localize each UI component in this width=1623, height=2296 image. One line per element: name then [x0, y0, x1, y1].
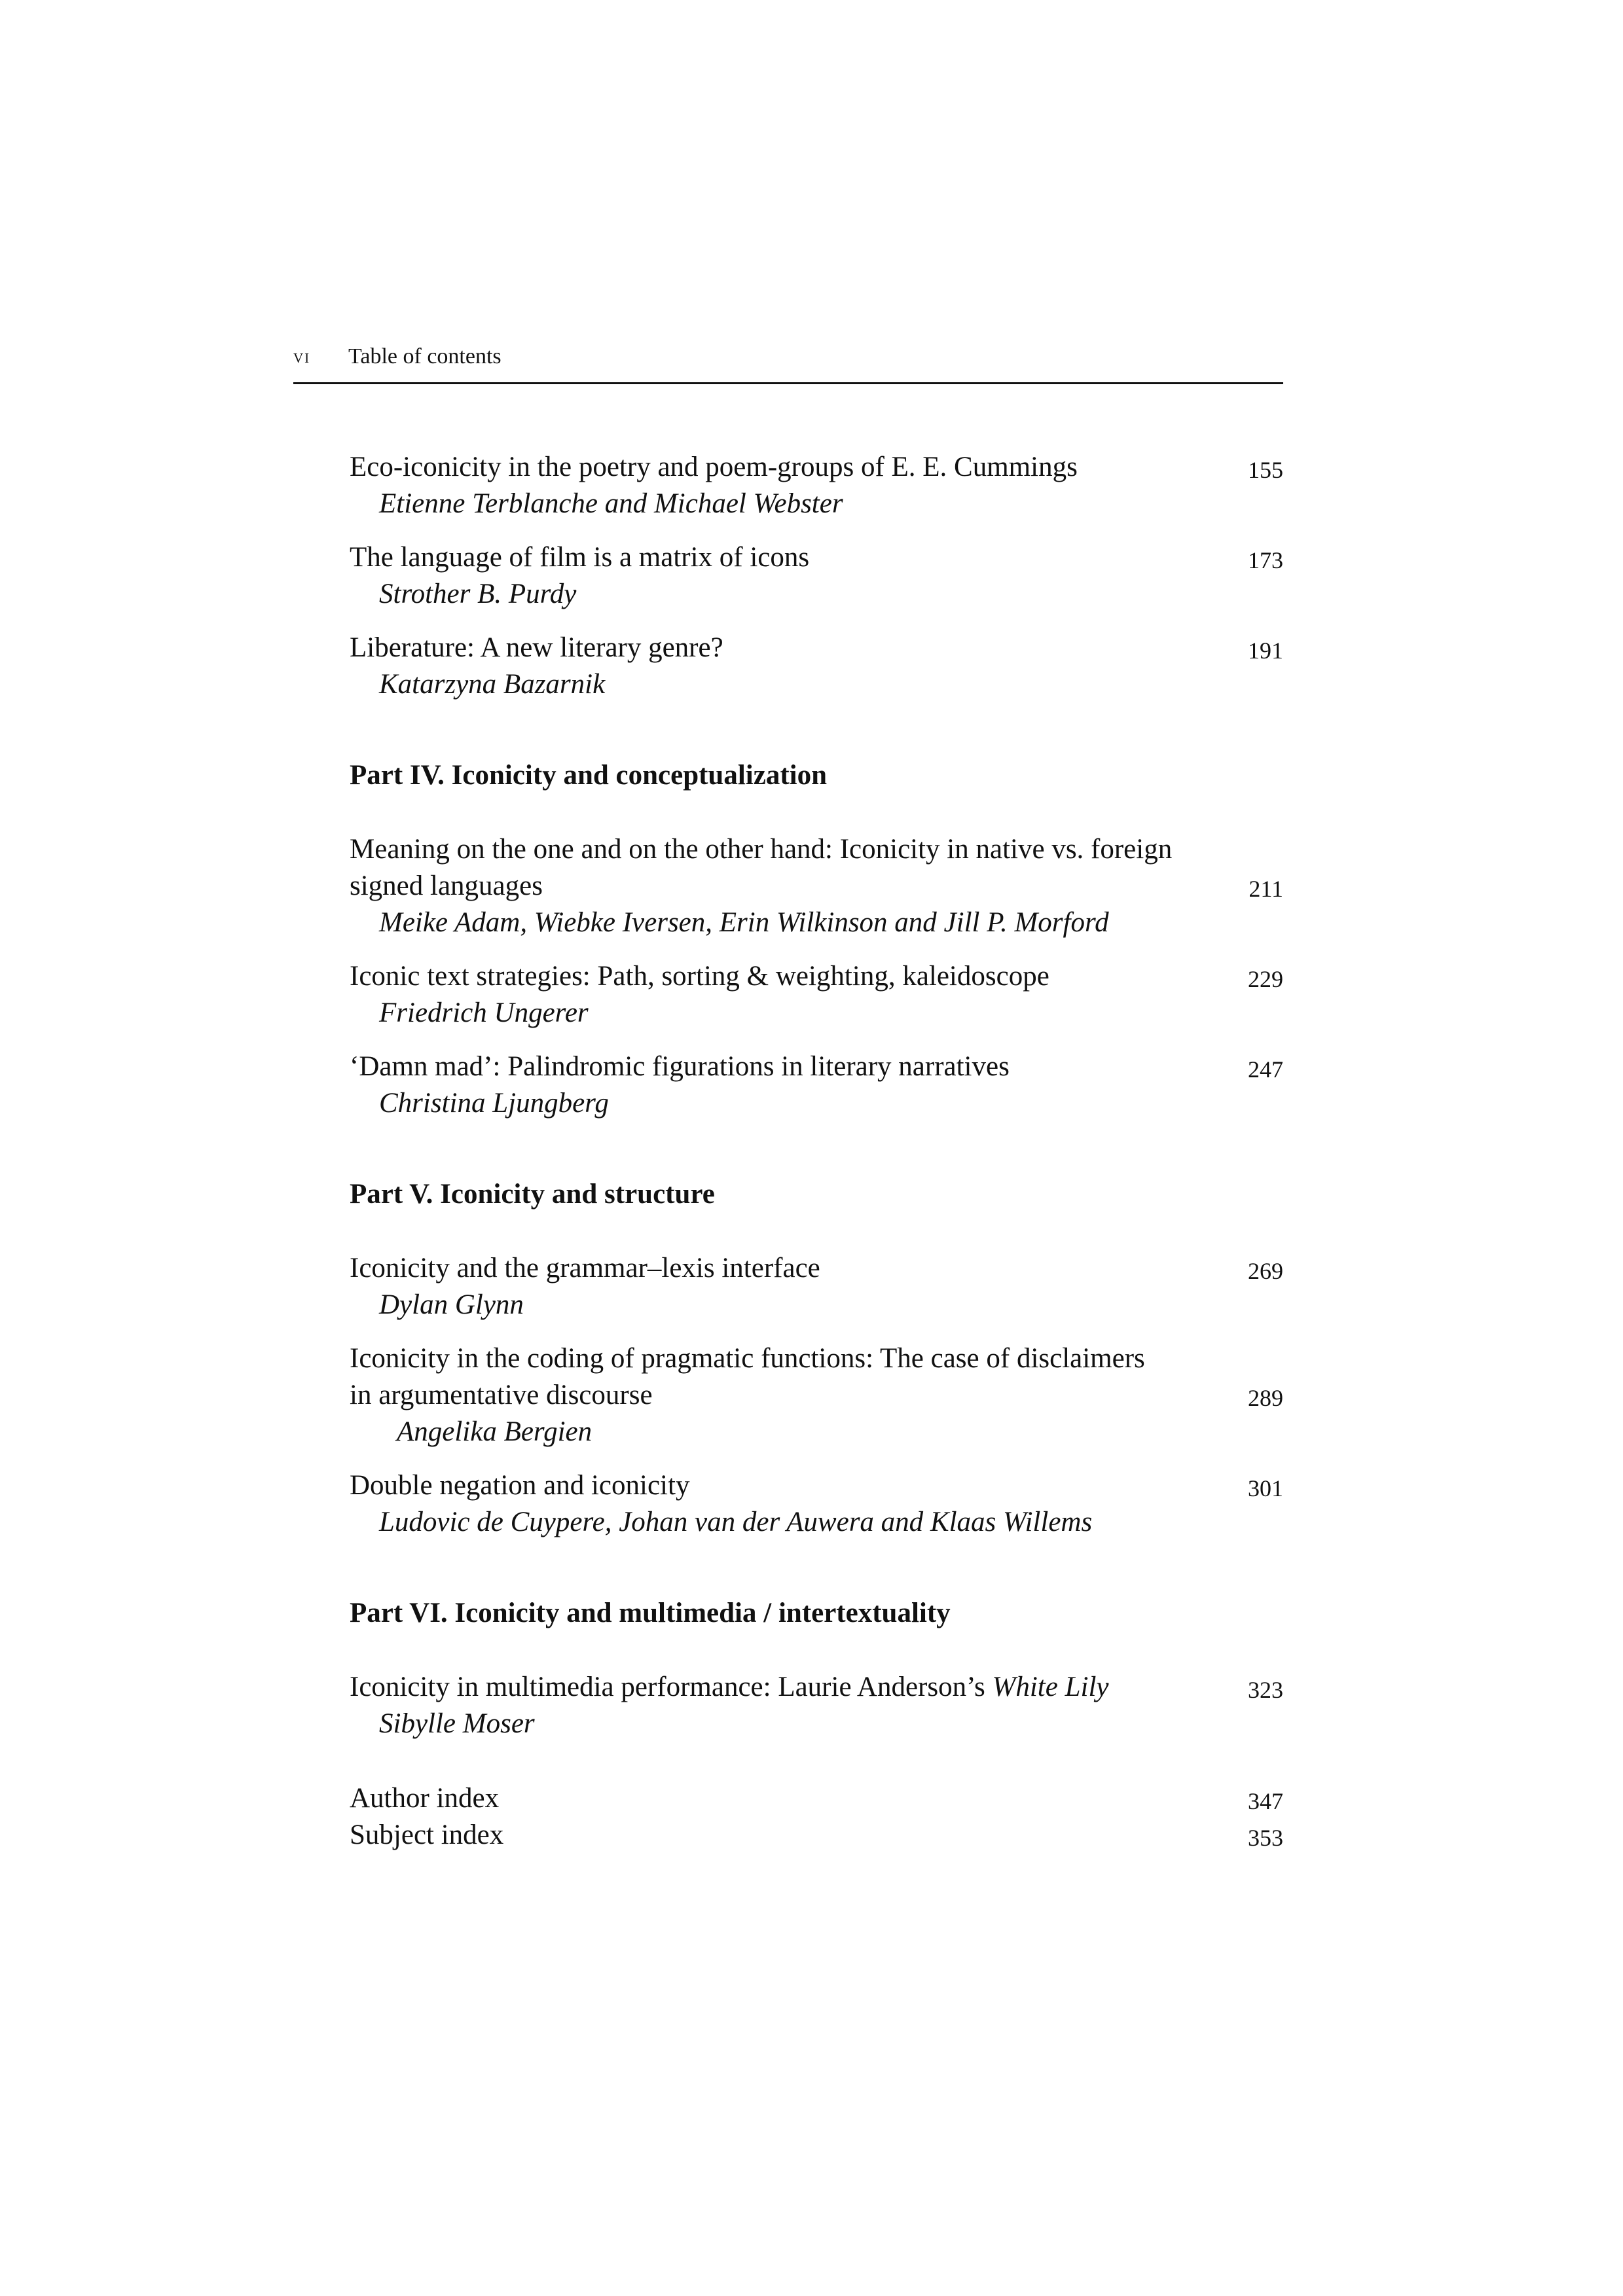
entry-title[interactable]: Iconic text strategies: Path, sorting & weighting, kaleidoscope — [350, 961, 1049, 992]
toc-entry-author — [397, 1414, 1283, 1450]
toc-entry-title[interactable] — [350, 539, 1283, 576]
toc-entry-title[interactable] — [350, 831, 1283, 868]
toc-entry-author — [379, 905, 1283, 941]
entry-title[interactable]: Author index — [350, 1783, 500, 1814]
page-number: 247 — [1248, 1056, 1283, 1083]
toc-entry-author — [379, 1287, 1283, 1323]
page-number: 347 — [1248, 1788, 1283, 1814]
entry-title[interactable]: Liberature: A new literary genre? — [350, 632, 723, 663]
entry-title[interactable]: Iconicity and the grammar–lexis interface — [350, 1253, 820, 1283]
entry-title-line2[interactable]: in argumentative discourse — [350, 1380, 653, 1410]
page-number: 191 — [1248, 637, 1283, 664]
toc-entry-title[interactable] — [350, 1669, 1283, 1706]
toc-entry-subject-index[interactable] — [350, 1817, 1283, 1854]
page-number: 323 — [1248, 1677, 1283, 1703]
entry-author: Friedrich Ungerer — [379, 997, 589, 1028]
toc-entry-author — [379, 666, 1283, 703]
toc-entry-title[interactable] — [350, 1049, 1283, 1085]
page-number: 173 — [1248, 547, 1283, 573]
page-number: 269 — [1248, 1258, 1283, 1284]
toc-entry-author — [379, 486, 1283, 522]
entry-author: Sibylle Moser — [379, 1708, 535, 1739]
entry-author: Katarzyna Bazarnik — [379, 669, 606, 700]
toc-entry-title[interactable] — [350, 630, 1283, 666]
toc-entry-title[interactable] — [350, 958, 1283, 995]
entry-title-italic: White Lily — [992, 1672, 1109, 1702]
entry-title-line2[interactable]: signed languages — [350, 870, 543, 901]
entry-title[interactable]: The language of film is a matrix of icons — [350, 542, 810, 573]
folio: vi — [293, 346, 311, 367]
part-heading: Part IV. Iconicity and conceptualization — [350, 760, 828, 791]
entry-author: Christina Ljungberg — [379, 1088, 609, 1119]
page-number: 353 — [1248, 1825, 1283, 1851]
page-number: 229 — [1248, 966, 1283, 992]
toc-entry-title[interactable] — [350, 1340, 1283, 1377]
entry-author: Ludovic de Cuypere, Johan van der Auwera and Klaas Willems — [379, 1507, 1093, 1537]
entry-author: Meike Adam, Wiebke Iversen, Erin Wilkinson and Jill P. Morford — [379, 907, 1109, 938]
toc-entry-author — [379, 576, 1283, 613]
entry-title-prefix: Iconicity in multimedia performance: Laurie Anderson’s — [350, 1672, 993, 1702]
toc-entry-author — [379, 1706, 1283, 1742]
entry-title-line1[interactable]: Meaning on the one and on the other hand: Iconicity in native vs. foreign — [350, 834, 1173, 865]
part-heading: Part VI. Iconicity and multimedia / intertextuality — [350, 1598, 951, 1628]
entry-title[interactable]: Subject index — [350, 1820, 504, 1850]
entry-title[interactable]: Eco-iconicity in the poetry and poem-groups of E. E. Cummings — [350, 452, 1078, 482]
toc-entry-author-index[interactable] — [350, 1780, 1283, 1817]
toc-entry-title[interactable] — [350, 1467, 1283, 1504]
page-number: 211 — [1249, 876, 1283, 902]
entry-title[interactable]: ‘Damn mad’: Palindromic figurations in literary narratives — [350, 1051, 1010, 1082]
toc-entry-title[interactable] — [350, 868, 1283, 905]
page-number: 155 — [1248, 457, 1283, 483]
entry-author: Dylan Glynn — [379, 1289, 524, 1320]
entry-author: Strother B. Purdy — [379, 579, 577, 609]
toc-entry-title[interactable] — [350, 1250, 1283, 1287]
toc-entry-title[interactable] — [350, 449, 1283, 486]
page-number: 301 — [1248, 1475, 1283, 1501]
entry-title[interactable]: Double negation and iconicity — [350, 1470, 690, 1501]
entry-title[interactable] — [350, 1669, 1108, 1706]
toc-entry-author — [379, 1085, 1283, 1122]
part-heading: Part V. Iconicity and structure — [350, 1179, 715, 1210]
page-number: 289 — [1248, 1385, 1283, 1411]
entry-author: Angelika Bergien — [397, 1416, 593, 1447]
toc-entry-author — [379, 995, 1283, 1031]
entry-title-line1[interactable]: Iconicity in the coding of pragmatic functions: The case of disclaimers — [350, 1343, 1145, 1374]
toc-entry-title[interactable] — [350, 1377, 1283, 1414]
running-title: Table of contents — [348, 344, 501, 368]
toc-entry-author — [379, 1504, 1283, 1541]
entry-author: Etienne Terblanche and Michael Webster — [379, 488, 843, 519]
